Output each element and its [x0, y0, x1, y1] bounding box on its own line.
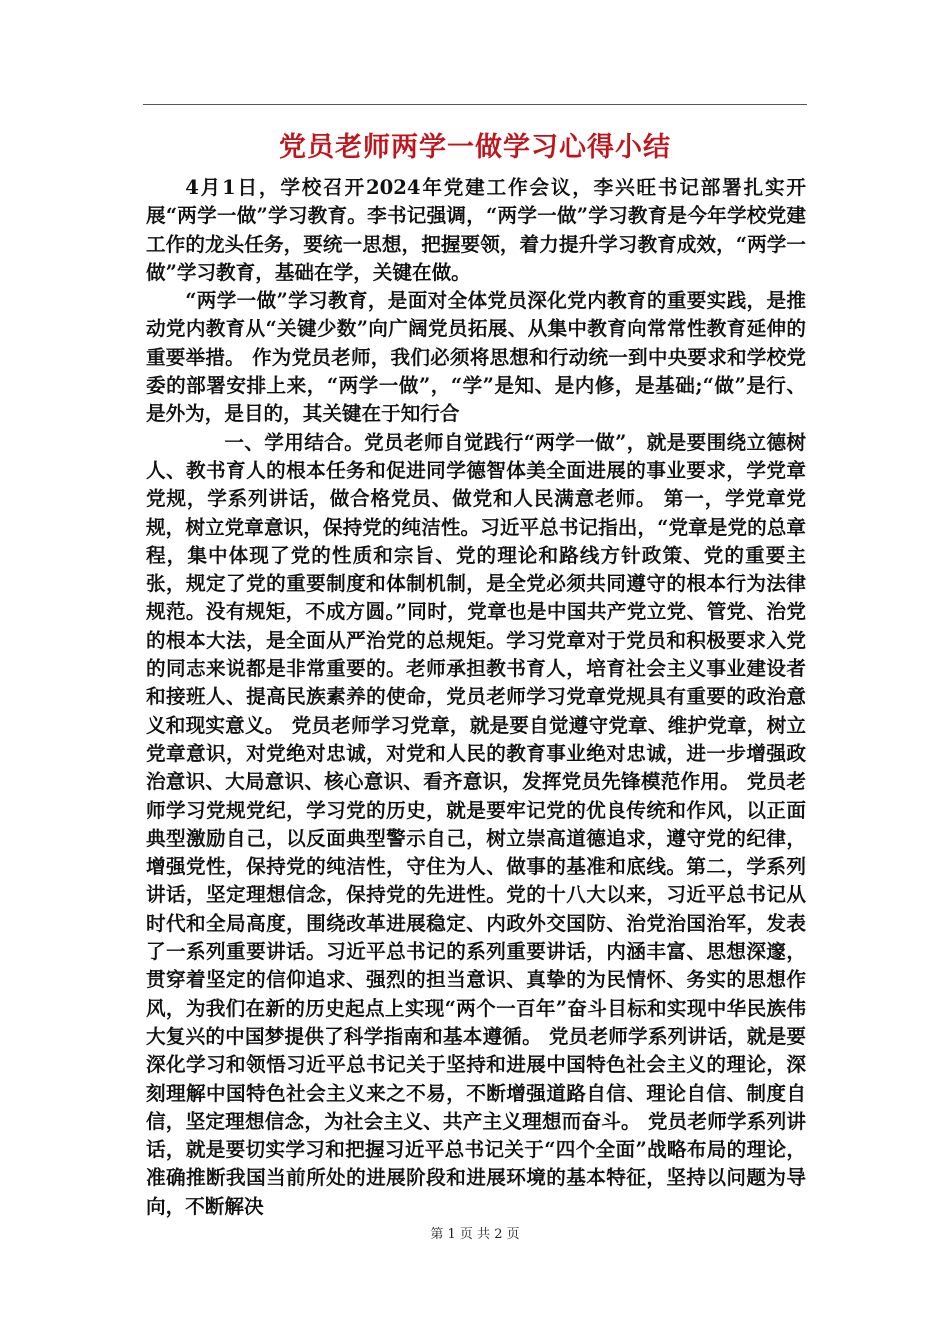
header-rule [143, 104, 807, 105]
page-number: 第 1 页 共 2 页 [430, 1227, 520, 1242]
paragraph-overview: “两学一做”学习教育，是面对全体党员深化党内教育的重要实践，是推动党内教育从“关键少数”向广阔党员拓展、从集中教育向常常性教育延伸的重要举措。 作为党员老师，我们必须将思想和行动统一到中央要求和学校党委的部署安排上来，“两学一做”，“学”是知、是内修，是基础;“做”是行、是外为，是目的，其关键在于知行合 [146, 289, 806, 426]
page-footer [143, 1226, 807, 1244]
document-title: 党员老师两学一做学习心得小结 [279, 132, 671, 163]
paragraph-intro: 4月1日，学校召开2024年党建工作会议，李兴旺书记部署扎实开展“两学一做”学习教育。李书记强调，“两学一做”学习教育是今年学校党建工作的龙头任务，要统一思想，把握要领，着力提升学习教育成效，“两学一做”学习教育，基础在学，关键在做。 [146, 176, 806, 284]
paragraph-section-one: 一、学用结合。党员老师自觉践行“两学一做”，就是要围绕立德树人、教书育人的根本任务和促进同学德智体美全面进展的事业要求，学党章党规，学系列讲话，做合格党员、做党和人民满意老师。 第一，学党章党规，树立党章意识，保持党的纯洁性。习近平总书记指出，“党章是党的总章程，集中体现了党的性质和宗旨、党的理论和路线方针政策、党的重要主张，规定了党的重要制度和体制机制，是全党必须共同遵守的根本行为法律规范。没有规矩，不成方圆。”同时，党章也是中国共产党立党、管党、治党的根本大法，是全面从严治党的总规矩。学习党章对于党员和积极要求入党的同志来说都是非常重要的。老师承担教书育人，培育社会主义事业建设者和接班人、提高民族素养的使命，党员老师学习党章党规具有重要的政治意义和现实意义。 党员老师学习党章，就是要自觉遵守党章、维护党章，树立党章意识，对党绝对忠诚，对党和人民的教育事业绝对忠诚，进一步增强政治意识、大局意识、核心意识、看齐意识，发挥党员先锋模范作用。 党员老师学习党规党纪，学习党的历史，就是要牢记党的优良传统和作风，以正面典型激励自己，以反面典型警示自己，树立崇高道德追求，遵守党的纪律，增强党性，保持党的纯洁性，守住为人、做事的基准和底线。第二，学系列讲话，坚定理想信念，保持党的先进性。党的十八大以来，习近平总书记从时代和全局高度，围绕改革进展稳定、内政外交国防、治党治国治军，发表了一系列重要讲话。习近平总书记的系列重要讲话，内涵丰富、思想深邃，贯穿着坚定的信仰追求、强烈的担当意识、真挚的为民情怀、务实的思想作风，为我们在新的历史起点上实现“两个一百年”奋斗目标和实现中华民族伟大复兴的中国梦提供了科学指南和基本遵循。 党员老师学系列讲话，就是要深化学习和领悟习近平总书记关于坚持和进展中国特色社会主义的理论，深刻理解中国特色社会主义来之不易，不断增强道路自信、理论自信、制度自信，坚定理想信念，为社会主义、共产主义理想而奋斗。 党员老师学系列讲话，就是要切实学习和把握习近平总书记关于“四个全面”战略布局的理论，准确推断我国当前所处的进展阶段和进展环境的基本特征，坚持以问题为导向，不断解决 [146, 430, 806, 1218]
document-body [146, 174, 806, 1221]
